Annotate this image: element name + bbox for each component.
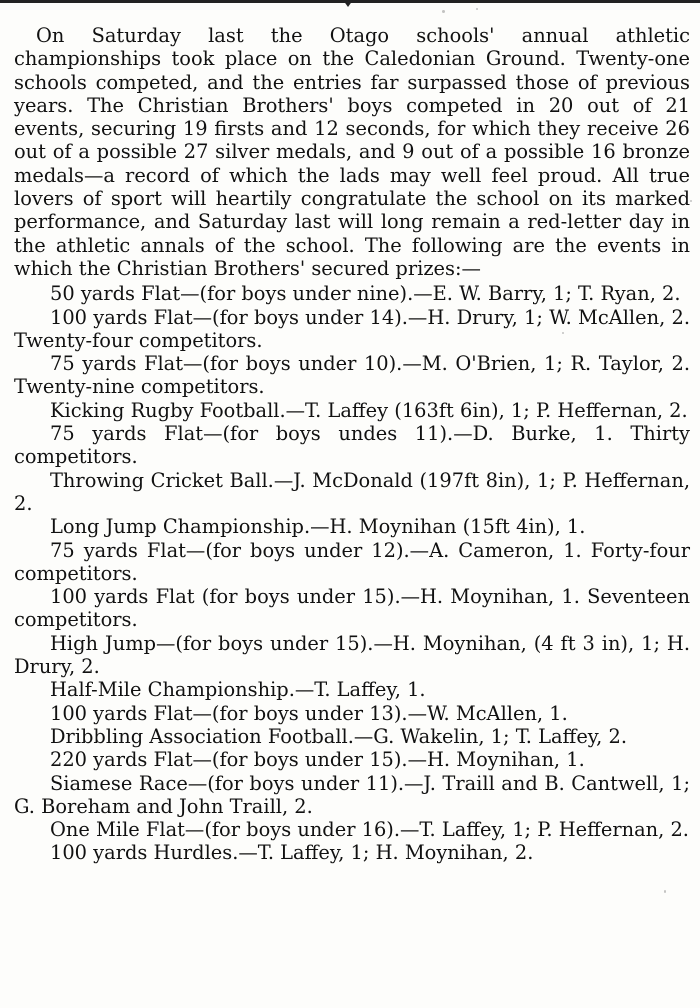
- event-result: 100 yards Flat—(for boys under 14).—H. Drury, 1; W. McAllen, 2. Twenty-four competitors.: [14, 305, 690, 352]
- event-result: 100 yards Flat—(for boys under 13).—W. McAllen, 1.: [50, 701, 568, 725]
- print-speck: [442, 10, 445, 13]
- event-result: One Mile Flat—(for boys under 16).—T. Laffey, 1; P. Heffernan, 2.: [50, 818, 689, 842]
- event-result: 75 yards Flat—(for boys under 10).—M. O'Brien, 1; R. Taylor, 2. Twenty-nine competitors.: [14, 352, 690, 399]
- event-result: Dribbling Association Football.—G. Wakelin, 1; T. Laffey, 2.: [50, 724, 628, 748]
- event-result: 50 yards Flat—(for boys under nine).—E. W. Barry, 1; T. Ryan, 2.: [50, 282, 681, 306]
- event-result: Siamese Race—(for boys under 11).—J. Traill and B. Cantwell, 1; G. Boreham and John Traill, 2.: [14, 771, 690, 818]
- event-result: High Jump—(for boys under 15).—H. Moynihan, (4 ft 3 in), 1; H. Drury, 2.: [14, 631, 690, 679]
- print-speck: [690, 200, 692, 202]
- article-intro-paragraph: On Saturday last the Otago schools' annual athletic championships took place on the Caledonian Ground. Twenty-one schools competed, and the entries far surpassed those of previous years. The Christian Brothers' boys competed in 20 out of 21 events, securing 19 firsts and 12 seconds, for which they receive 26 out of a possible 27 silver medals, and 9 out of a possible 16 bronze medals—a record of which the lads may well feel proud. All true lovers of sport will heartily congratulate the school on its marked performance, and Saturday last will long remain a red-letter day in the athletic annals of the school. The following are the events in which the Christian Brothers' secured prizes:—: [14, 24, 690, 280]
- event-result: 75 yards Flat—(for boys under 12).—A. Cameron, 1. Forty-four competitors.: [14, 538, 690, 585]
- event-result: 100 yards Flat (for boys under 15).—H. Moynihan, 1. Seventeen competitors.: [14, 585, 690, 632]
- column-top-rule: [0, 0, 700, 3]
- print-speck: [678, 358, 681, 360]
- event-result: 75 yards Flat—(for boys undes 11).—D. Burke, 1. Thirty competitors.: [14, 422, 690, 469]
- event-result: Throwing Cricket Ball.—J. McDonald (197ft 8in), 1; P. Heffernan, 2.: [14, 468, 690, 515]
- print-speck: [476, 8, 478, 10]
- event-results-list: [14, 282, 690, 864]
- event-result: 220 yards Flat—(for boys under 15).—H. Moynihan, 1.: [50, 748, 585, 772]
- event-result: Kicking Rugby Football.—T. Laffey (163ft 6in), 1; P. Heffernan, 2.: [50, 398, 688, 422]
- rule-ornament: [343, 0, 353, 7]
- event-result: Half-Mile Championship.—T. Laffey, 1.: [50, 678, 426, 702]
- print-speck: [562, 332, 564, 334]
- event-result: 100 yards Hurdles.—T. Laffey, 1; H. Moynihan, 2.: [50, 841, 534, 865]
- print-speck: [228, 832, 231, 834]
- print-speck: [664, 890, 666, 893]
- event-result: Long Jump Championship.—H. Moynihan (15ft 4in), 1.: [50, 515, 586, 539]
